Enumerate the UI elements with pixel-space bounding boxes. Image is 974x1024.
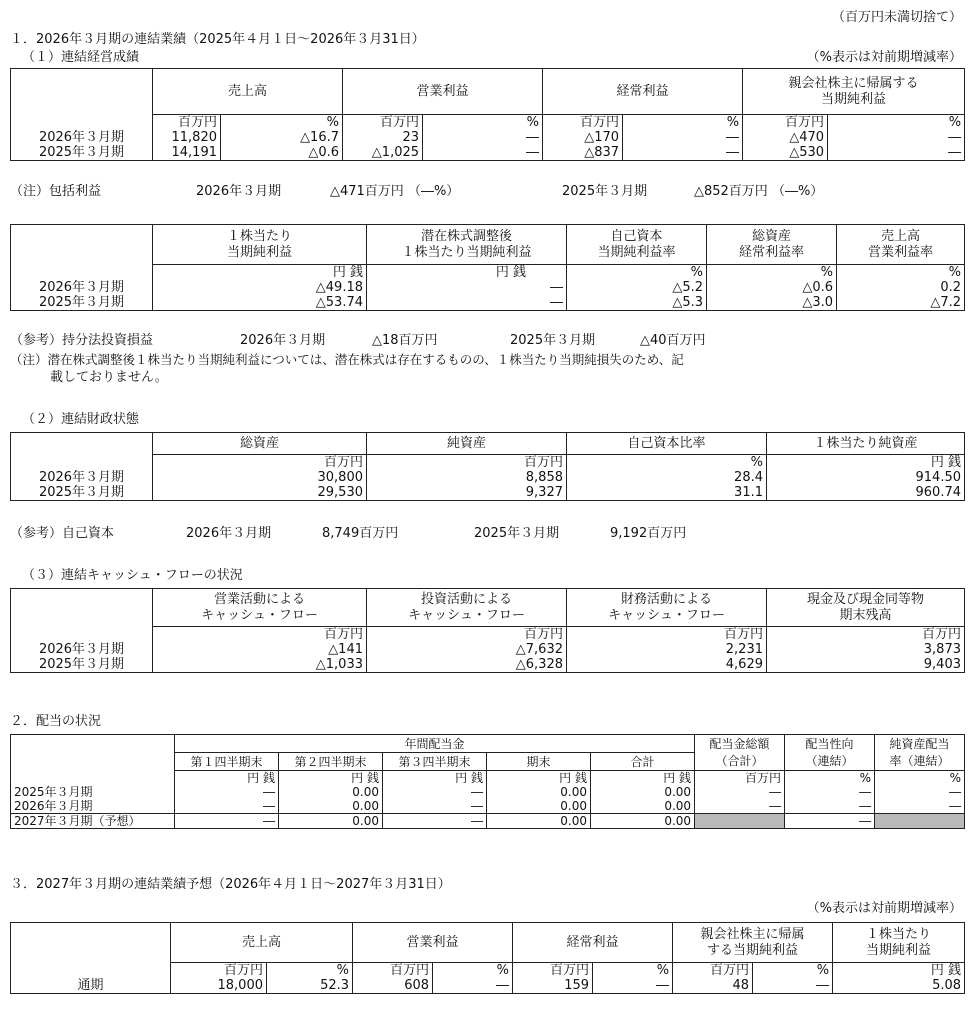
hdr-roe: 自己資本 当期純利益率: [567, 225, 707, 265]
unit-cell: %: [567, 265, 707, 281]
hdr-total-dividend-2: （合計）: [695, 753, 785, 771]
row-label: 2025年３月期: [11, 785, 175, 799]
unit-cell: 百万円: [153, 115, 221, 131]
unit-cell: 円 銭: [279, 771, 383, 786]
row-label: 2025年３月期: [11, 295, 153, 311]
hdr-equity-ratio: 自己資本比率: [567, 433, 767, 455]
hdr-year-end: 期末: [487, 753, 591, 771]
hdr-annual-dividend: 年間配当金: [175, 735, 695, 753]
equity-method-label: （参考）持分法投資損益: [10, 333, 154, 348]
unit-note: （百万円未満切捨て）: [831, 10, 962, 25]
row-label: 通期: [11, 978, 171, 994]
unit-cell: 百万円: [695, 771, 785, 786]
table-row: 2025年３月期 △53.74 ― △5.3 △3.0 △7.2: [11, 295, 965, 311]
equity-ref-value1: 8,749百万円: [322, 526, 399, 541]
unit-cell: 百万円: [153, 627, 367, 643]
table-row: 2025年３月期 14,191 △0.6 △1,025 ― △837 ― △530 ―: [11, 145, 965, 161]
pct-note-1: （%表示は対前期増減率）: [806, 50, 962, 65]
fc-hdr-eps: １株当たり 当期純利益: [833, 923, 965, 963]
unit-cell: %: [423, 115, 543, 131]
hdr-eps: １株当たり 当期純利益: [153, 225, 367, 265]
hdr-investing-cf: 投資活動による キャッシュ・フロー: [367, 589, 567, 627]
unit-cell: %: [221, 115, 343, 131]
fc-hdr-sales: 売上高: [171, 923, 353, 963]
hdr-doe: 純資産配当: [875, 735, 965, 753]
equity-ref-period2: 2025年３月期: [474, 526, 560, 541]
financial-position-table: [10, 432, 965, 501]
unit-cell: 円 銭: [153, 265, 367, 281]
forecast-table: [10, 922, 965, 994]
hdr-operating-cf: 営業活動による キャッシュ・フロー: [153, 589, 367, 627]
cash-flow-title: （３）連結キャッシュ・フローの状況: [22, 568, 243, 583]
unit-cell: 百万円: [567, 627, 767, 643]
row-label: 2025年３月期: [11, 145, 153, 161]
equity-method-value2: △40百万円: [640, 333, 706, 348]
hdr-financing-cf: 財務活動による キャッシュ・フロー: [567, 589, 767, 627]
hdr-total: 合計: [591, 753, 695, 771]
hdr-payout-ratio: 配当性向: [785, 735, 875, 753]
row-label: 2026年３月期: [11, 642, 153, 657]
equity-method-value1: △18百万円: [372, 333, 438, 348]
hdr-payout-ratio-2: （連結）: [785, 753, 875, 771]
fc-hdr-operating-income: 営業利益: [353, 923, 513, 963]
comprehensive-income-period2: 2025年３月期: [562, 184, 648, 199]
row-label: 2027年３月期（予想）: [11, 814, 175, 829]
section1-sub1: （１）連結経営成績: [22, 50, 140, 65]
unit-cell: 円 銭: [591, 771, 695, 786]
table-row: 通期 18,000 52.3 608 ― 159 ― 48 ― 5.08: [11, 978, 965, 994]
unit-cell: %: [707, 265, 837, 281]
unit-cell: 百万円: [353, 963, 433, 979]
comprehensive-income-period1: 2026年３月期: [196, 184, 282, 199]
comprehensive-income-label: （注）包括利益: [10, 184, 102, 199]
unit-cell: 百万円: [343, 115, 423, 131]
unit-cell: 円 銭: [487, 771, 591, 786]
hdr-diluted-eps: 潜在株式調整後 １株当たり当期純利益: [367, 225, 567, 265]
hdr-q2: 第２四半期末: [279, 753, 383, 771]
hdr-operating-income: 営業利益: [343, 69, 543, 115]
unit-cell: 百万円: [673, 963, 753, 979]
table-row: 2026年３月期 30,800 8,858 28.4 914.50: [11, 470, 965, 485]
unit-cell: 百万円: [513, 963, 593, 979]
unit-cell: %: [753, 963, 833, 979]
table-row: 2025年３月期 ― 0.00 ― 0.00 0.00 ― ― ―: [11, 785, 965, 799]
row-label: 2026年３月期: [11, 799, 175, 814]
table-row: 2025年３月期 29,530 9,327 31.1 960.74: [11, 485, 965, 501]
dividends-title: ２．配当の状況: [10, 714, 102, 729]
row-label: 2026年３月期: [11, 280, 153, 295]
equity-ref-period1: 2026年３月期: [186, 526, 272, 541]
hdr-operating-margin: 売上高 営業利益率: [837, 225, 965, 265]
shaded-cell: [875, 814, 965, 829]
hdr-q1: 第１四半期末: [175, 753, 279, 771]
unit-cell: 百万円: [743, 115, 828, 131]
unit-cell: %: [593, 963, 673, 979]
hdr-sales: 売上高: [153, 69, 343, 115]
equity-method-period2: 2025年３月期: [510, 333, 596, 348]
unit-cell: 百万円: [367, 627, 567, 643]
fc-hdr-ordinary-income: 経常利益: [513, 923, 673, 963]
forecast-title: ３．2027年３月期の連結業績予想（2026年４月１日～2027年３月31日）: [10, 877, 451, 892]
equity-method-period1: 2026年３月期: [240, 333, 326, 348]
unit-cell: %: [875, 771, 965, 786]
unit-cell: %: [433, 963, 513, 979]
section1-title: １．2026年３月期の連結業績（2025年４月１日～2026年３月31日）: [10, 32, 425, 47]
cash-flow-table: [10, 588, 965, 673]
equity-ref-label: （参考）自己資本: [10, 526, 115, 541]
unit-cell: 円 銭: [833, 963, 965, 979]
table-row: 2027年３月期（予想） ― 0.00 ― 0.00 0.00 ―: [11, 814, 965, 829]
table-row: 2026年３月期 △49.18 ― △5.2 △0.6 0.2: [11, 280, 965, 295]
row-label: 2026年３月期: [11, 130, 153, 145]
diluted-eps-note-cont: 載しておりません。: [50, 370, 168, 385]
hdr-q3: 第３四半期末: [383, 753, 487, 771]
pct-note-2: （%表示は対前期増減率）: [806, 901, 962, 916]
unit-cell: 百万円: [171, 963, 267, 979]
unit-cell: 百万円: [767, 627, 965, 643]
unit-cell: %: [623, 115, 743, 131]
unit-cell: 百万円: [367, 455, 567, 471]
hdr-cash-end: 現金及び現金同等物 期末残高: [767, 589, 965, 627]
unit-cell: 百万円: [543, 115, 623, 131]
table-row: 2026年３月期 ― 0.00 ― 0.00 0.00 ― ― ―: [11, 799, 965, 814]
unit-cell: %: [567, 455, 767, 471]
hdr-bps: １株当たり純資産: [767, 433, 965, 455]
unit-cell: 円 銭: [767, 455, 965, 471]
hdr-total-dividend: 配当金総額: [695, 735, 785, 753]
hdr-roa: 総資産 経常利益率: [707, 225, 837, 265]
unit-cell: 円 銭: [367, 265, 567, 281]
hdr-ordinary-income: 経常利益: [543, 69, 743, 115]
unit-cell: 百万円: [153, 455, 367, 471]
hdr-doe-2: 率（連結）: [875, 753, 965, 771]
table-row: 2025年３月期 △1,033 △6,328 4,629 9,403: [11, 657, 965, 673]
hdr-net-income: 親会社株主に帰属する 当期純利益: [743, 69, 965, 115]
fc-hdr-net-income: 親会社株主に帰属 する当期純利益: [673, 923, 833, 963]
unit-cell: %: [828, 115, 965, 131]
unit-cell: %: [837, 265, 965, 281]
table-row: 2026年３月期 11,820 △16.7 23 ― △170 ― △470 ―: [11, 130, 965, 145]
comprehensive-income-value1: △471百万円 （―%）: [330, 184, 460, 199]
per-share-table: [10, 224, 965, 311]
unit-cell: 円 銭: [383, 771, 487, 786]
diluted-eps-note: （注）潜在株式調整後１株当たり当期純利益については、潜在株式は存在するものの、１株当たり当期純損失のため、記: [10, 352, 684, 367]
table-row: 2026年３月期 △141 △7,632 2,231 3,873: [11, 642, 965, 657]
row-label: 2025年３月期: [11, 485, 153, 501]
financial-position-title: （２）連結財政状態: [22, 412, 140, 427]
equity-ref-value2: 9,192百万円: [610, 526, 687, 541]
unit-cell: %: [267, 963, 353, 979]
operating-results-table: [10, 68, 965, 161]
comprehensive-income-value2: △852百万円 （―%）: [694, 184, 824, 199]
shaded-cell: [695, 814, 785, 829]
hdr-total-assets: 総資産: [153, 433, 367, 455]
unit-cell: %: [785, 771, 875, 786]
row-label: 2025年３月期: [11, 657, 153, 673]
unit-cell: 円 銭: [175, 771, 279, 786]
row-label: 2026年３月期: [11, 470, 153, 485]
hdr-net-assets: 純資産: [367, 433, 567, 455]
dividends-table: [10, 734, 965, 829]
